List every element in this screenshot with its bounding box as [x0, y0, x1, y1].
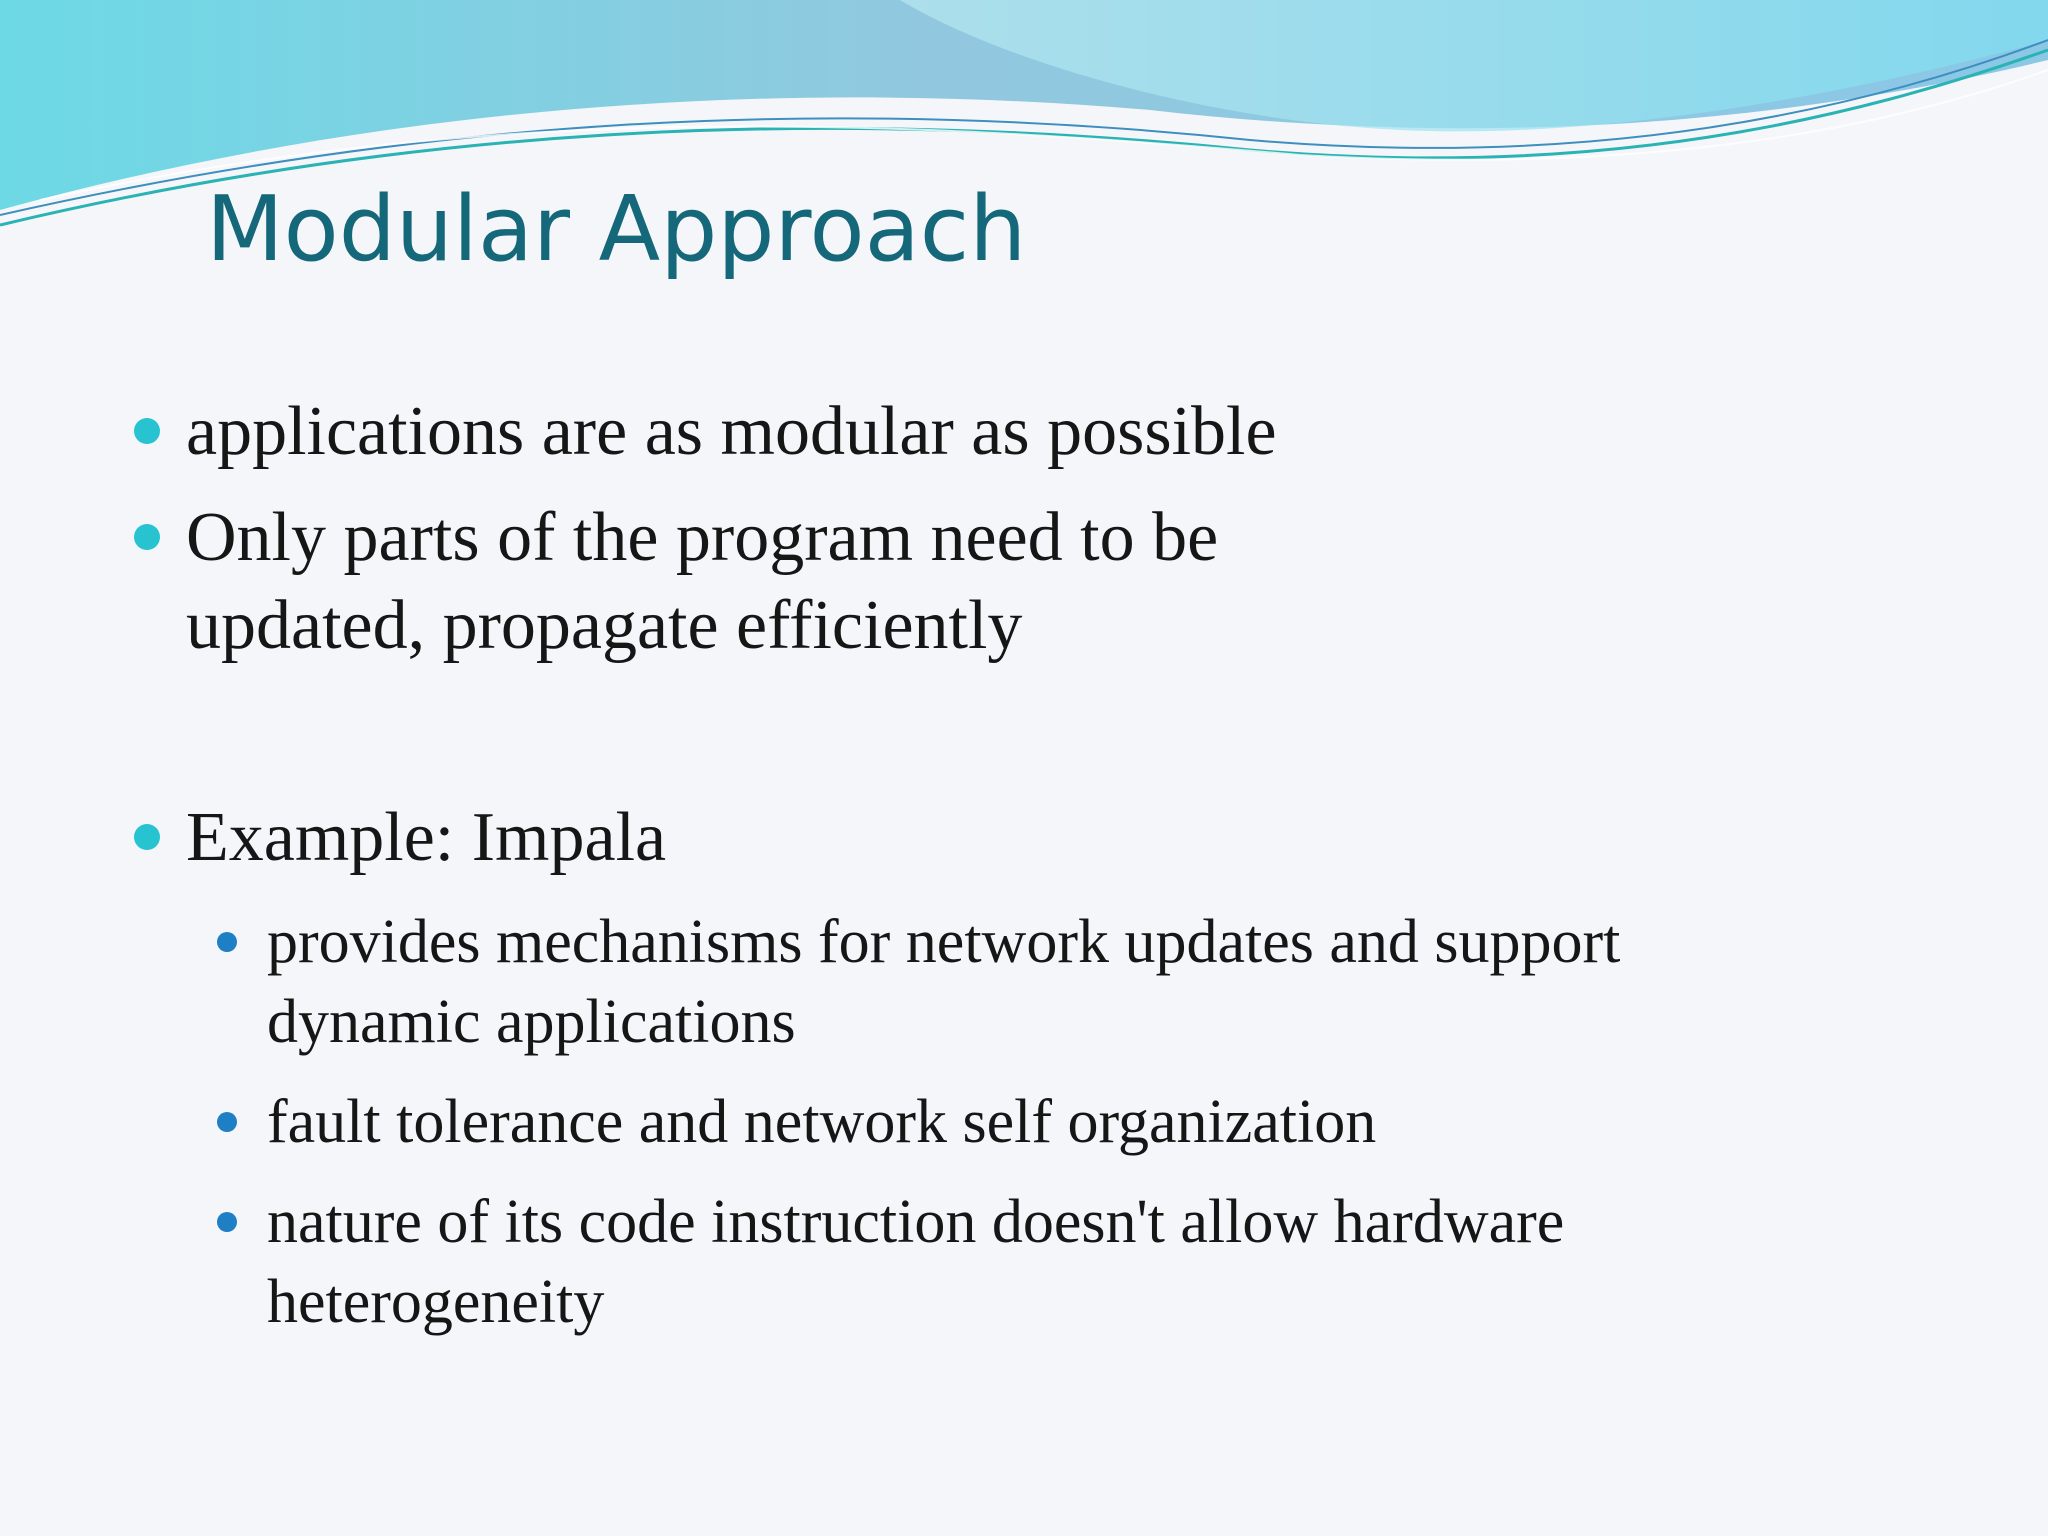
sub-bullet-text: fault tolerance and network self organization	[267, 1088, 1377, 1156]
bullet-text: Only parts of the program need to be	[186, 499, 1219, 576]
sub-bullet-item	[267, 1082, 1376, 1162]
bullet-text: Example: Impala	[186, 799, 667, 876]
sub-bullet-dot-icon	[217, 932, 237, 952]
bullet-item	[186, 388, 1277, 476]
bullet-dot-icon	[134, 524, 160, 550]
sub-bullet-item	[267, 902, 1620, 1062]
bullet-dot-icon	[134, 418, 160, 444]
sub-bullet-item	[267, 1182, 1564, 1342]
bullet-text: updated, propagate efficiently	[186, 587, 1023, 664]
sub-bullet-text: dynamic applications	[267, 988, 796, 1056]
sub-bullet-dot-icon	[217, 1212, 237, 1232]
sub-bullet-text: heterogeneity	[267, 1268, 605, 1336]
sub-bullet-text: nature of its code instruction doesn't allow hardware	[267, 1188, 1565, 1256]
bullet-dot-icon	[134, 824, 160, 850]
bullet-item	[186, 494, 1218, 670]
bullet-text: applications are as modular as possible	[186, 393, 1277, 470]
sub-bullet-text: provides mechanisms for network updates and support	[267, 908, 1621, 976]
sub-bullet-dot-icon	[217, 1112, 237, 1132]
slide-title: Modular Approach	[206, 177, 1027, 282]
bullet-item	[186, 794, 666, 882]
